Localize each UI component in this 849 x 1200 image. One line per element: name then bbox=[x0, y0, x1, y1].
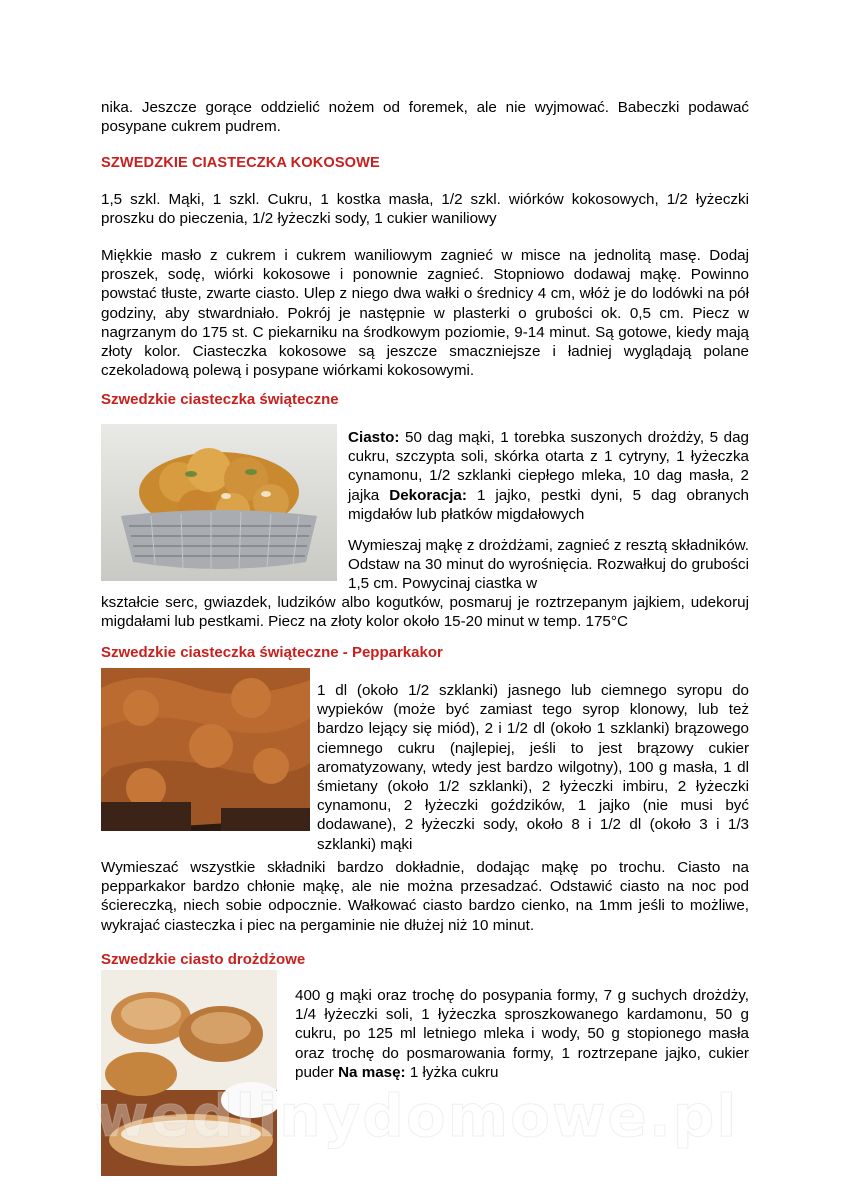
recipe-1-ingredients: 1,5 szkl. Mąki, 1 szkl. Cukru, 1 kostka masła, 1/2 szkl. wiórków kokosowych, 1/2 łyżeczki proszku do pieczenia, 1/2 łyżeczki sody, 1 cukier waniliowy bbox=[101, 191, 749, 228]
recipe-4-ingredients bbox=[295, 986, 749, 1082]
intro-line-2: posypane cukrem pudrem. bbox=[101, 118, 281, 135]
recipe-3-method: Wymieszać wszystkie składniki bardzo dokładnie, dodając mąkę po trochu. Ciasto na pepparkakor bardzo chłonie mąkę, ale nie można przesadzać. Odstawić ciasto na noc pod ściereczką, niech sobie odpocznie. Wałkować ciasto bardzo cienko, na 1mm jeśli to możliwe, wykrajać ciasteczka i piec na pergaminie nie dłużej niż 10 minut. bbox=[101, 859, 749, 934]
recipe-4-title: Szwedzkie ciasto drożdżowe bbox=[101, 951, 306, 968]
recipe-2-method: kształcie serc, gwiazdek, ludzików albo kogutków, posmaruj je roztrzepanym jajkiem, udekoruj migdałami lub pestkami. Piecz na złoty kolor około 15-20 minut w temp. 175°C bbox=[101, 594, 749, 631]
christmas-cookies-basket-photo bbox=[101, 424, 337, 581]
recipe-1-title: SZWEDZKIE CIASTECZKA KOKOSOWE bbox=[101, 155, 380, 171]
recipe-2-title: Szwedzkie ciasteczka świąteczne bbox=[101, 391, 339, 408]
site-watermark: wedlinydomowe.pl bbox=[95, 1082, 739, 1150]
mass-label: Na masę: bbox=[338, 1063, 406, 1081]
recipe-4-ingredients-text: 400 g mąki oraz trochę do posypania formy, 7 g suchych drożdży, 1/4 łyżeczki soli, 1 łyżeczka sproszkowanego kardamonu, 50 g cukru, po 125 ml letniego mleka i wody, 50 g stopionego masła oraz trochę do posmarowania formy, 1 roztrzepane jajko, cukier puder bbox=[295, 987, 749, 1081]
recipe-2-method-wrapped: Wymieszaj mąkę z drożdżami, zagnieć z resztą składników. Odstaw na 30 minut do wyrośnięcia. Rozwałkuj do grubości 1,5 cm. Powycinaj ciastka w bbox=[348, 537, 749, 593]
recipe-3-title: Szwedzkie ciasteczka świąteczne - Pepparkakor bbox=[101, 644, 443, 661]
pepparkakor-cookies-photo bbox=[101, 668, 310, 831]
recipe-1-method: Miękkie masło z cukrem i cukrem waniliowym zagnieć w misce na jednolitą masę. Dodaj proszek, sodę, wiórki kokosowe i ponownie zagnieć. Stopniowo dodawaj mąkę. Powinno powstać tłuste, zwarte ciasto. Ulep z niego dwa wałki o średnicy 4 cm, włóż je do lodówki na pół godziny, aby stwardniało. Pokrój je następnie w plasterki o grubości ok. 0,5 cm. Piecz w nagrzanym do 175 st. C piekarniku na środkowym poziomie, 9-14 minut. Są gotowe, kiedy mają złoty kolor. Ciasteczka kokosowe są jeszcze smaczniejsze i ładniej wyglądają polane czekoladową polewą i posypane wiórkami kokosowymi. bbox=[101, 247, 749, 380]
decor-text: 1 jajko, pestki dyni, 5 dag obranych migdałów lub płatków migdałowych bbox=[348, 486, 749, 523]
mass-text: 1 łyżka cukru bbox=[405, 1063, 499, 1081]
decor-label: Dekoracja: bbox=[389, 486, 467, 504]
intro-line-1: nika. Jeszcze gorące oddzielić nożem od foremek, ale nie wyjmować. Babeczki podawać bbox=[101, 99, 749, 116]
dough-text: 50 dag mąki, 1 torebka suszonych drożdży, 5 dag cukru, szczypta soli, skórka otarta z 1 cytryny, 1 łyżeczka cynamonu, 1/2 szklanki ciepłego mleka, 10 dag masła, 2 jajka bbox=[348, 429, 749, 504]
dough-label: Ciasto: bbox=[348, 429, 400, 446]
recipe-3-ingredients: 1 dl (około 1/2 szklanki) jasnego lub ciemnego syropu do wypieków (może być zamiast tego syrop klonowy, lub też bardzo lejący się miód), 2 i 1/2 dl (około 1 szklanki) brązowego ciemnego cukru (najlepiej, jeśli to jest brązowy cukier aromatyzowany, wtedy jest bardzo wilgotny), 100 g masła, 1 dl śmietany (około 1/2 szklanki), 2 łyżeczki imbiru, 2 łyżeczki cynamonu, 2 łyżeczki goździków, 1 jajko (nie musi być dodawane), 2 łyżeczki sody, około 8 i 1/2 dl (około 3 i 1/3 szklanki) mąki bbox=[317, 682, 749, 853]
recipe-2-ingredients bbox=[348, 428, 749, 524]
